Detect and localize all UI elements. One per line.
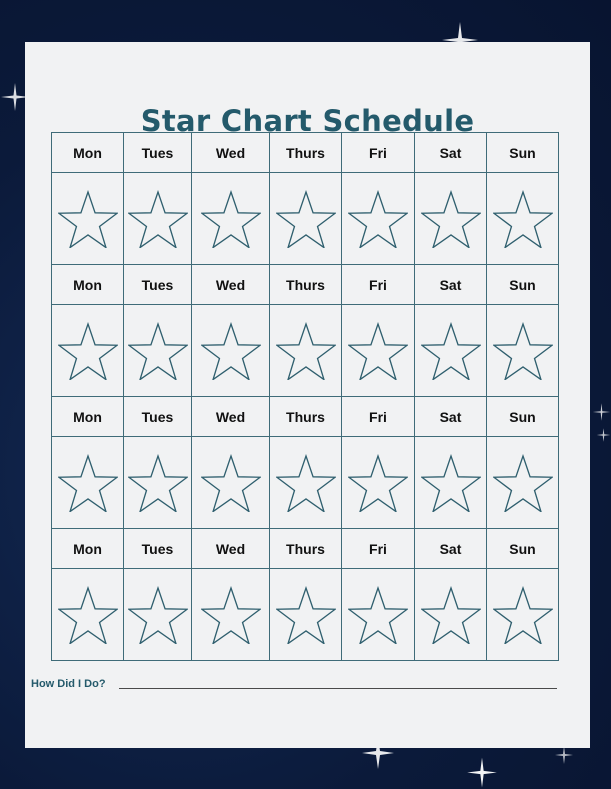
day-label: Mon [52, 397, 124, 437]
star-cell[interactable] [52, 437, 124, 529]
star-outline-icon [493, 322, 553, 380]
day-label: Sun [487, 133, 559, 173]
star-outline-icon [276, 454, 336, 512]
star-cell[interactable] [415, 173, 487, 265]
star-chart-grid [51, 132, 559, 661]
star-cell[interactable] [270, 437, 342, 529]
star-outline-icon [128, 322, 188, 380]
star-outline-icon [128, 586, 188, 644]
star-row [52, 173, 559, 265]
star-cell[interactable] [124, 437, 192, 529]
day-label: Sat [415, 133, 487, 173]
star-cell[interactable] [487, 173, 559, 265]
day-label: Tues [124, 133, 192, 173]
star-cell[interactable] [342, 173, 415, 265]
star-row [52, 305, 559, 397]
day-label: Fri [342, 265, 415, 305]
day-label: Sat [415, 265, 487, 305]
star-outline-icon [276, 190, 336, 248]
sparkle-icon [596, 425, 611, 445]
star-cell[interactable] [342, 305, 415, 397]
how-did-i-do-label: How Did I Do? [31, 678, 106, 690]
day-header-row [52, 397, 559, 437]
star-cell[interactable] [487, 305, 559, 397]
day-label: Mon [52, 265, 124, 305]
star-outline-icon [493, 190, 553, 248]
star-outline-icon [58, 454, 118, 512]
star-outline-icon [421, 454, 481, 512]
star-cell[interactable] [487, 437, 559, 529]
day-header-row [52, 133, 559, 173]
day-label: Tues [124, 529, 192, 569]
day-label: Sun [487, 265, 559, 305]
star-cell[interactable] [52, 305, 124, 397]
day-label: Tues [124, 397, 192, 437]
day-label: Sat [415, 397, 487, 437]
star-cell[interactable] [270, 305, 342, 397]
day-label: Fri [342, 397, 415, 437]
star-cell[interactable] [124, 569, 192, 661]
star-outline-icon [58, 586, 118, 644]
day-label: Thurs [270, 529, 342, 569]
star-cell[interactable] [270, 569, 342, 661]
star-outline-icon [201, 454, 261, 512]
star-cell[interactable] [415, 569, 487, 661]
star-cell[interactable] [192, 437, 270, 529]
star-outline-icon [348, 190, 408, 248]
sparkle-icon [462, 756, 502, 789]
day-label: Tues [124, 265, 192, 305]
star-cell[interactable] [415, 437, 487, 529]
star-outline-icon [348, 454, 408, 512]
star-cell[interactable] [192, 569, 270, 661]
star-cell[interactable] [270, 173, 342, 265]
star-cell[interactable] [124, 305, 192, 397]
day-label: Thurs [270, 133, 342, 173]
star-chart-body [52, 133, 559, 661]
day-header-row [52, 529, 559, 569]
star-outline-icon [348, 322, 408, 380]
star-outline-icon [58, 190, 118, 248]
day-label: Wed [192, 133, 270, 173]
star-cell[interactable] [415, 305, 487, 397]
star-outline-icon [201, 586, 261, 644]
sparkle-icon [592, 400, 611, 424]
star-outline-icon [421, 190, 481, 248]
star-cell[interactable] [342, 569, 415, 661]
star-cell[interactable] [192, 173, 270, 265]
star-outline-icon [348, 586, 408, 644]
star-outline-icon [128, 190, 188, 248]
day-label: Thurs [270, 265, 342, 305]
star-cell[interactable] [487, 569, 559, 661]
star-cell[interactable] [124, 173, 192, 265]
star-cell[interactable] [192, 305, 270, 397]
day-label: Wed [192, 397, 270, 437]
star-outline-icon [421, 322, 481, 380]
star-outline-icon [201, 190, 261, 248]
day-label: Mon [52, 529, 124, 569]
day-header-row [52, 265, 559, 305]
star-outline-icon [421, 586, 481, 644]
day-label: Wed [192, 265, 270, 305]
star-outline-icon [276, 586, 336, 644]
star-cell[interactable] [342, 437, 415, 529]
star-cell[interactable] [52, 173, 124, 265]
star-outline-icon [493, 454, 553, 512]
star-row [52, 437, 559, 529]
day-label: Sun [487, 397, 559, 437]
day-label: Sun [487, 529, 559, 569]
star-row [52, 569, 559, 661]
day-label: Sat [415, 529, 487, 569]
star-outline-icon [493, 586, 553, 644]
star-outline-icon [276, 322, 336, 380]
how-did-i-do-answer-line [119, 688, 557, 689]
day-label: Thurs [270, 397, 342, 437]
page-title: Star Chart Schedule [140, 104, 475, 138]
day-label: Fri [342, 133, 415, 173]
star-outline-icon [58, 322, 118, 380]
day-label: Wed [192, 529, 270, 569]
day-label: Fri [342, 529, 415, 569]
sparkle-icon [554, 745, 574, 765]
star-outline-icon [128, 454, 188, 512]
day-label: Mon [52, 133, 124, 173]
star-outline-icon [201, 322, 261, 380]
star-cell[interactable] [52, 569, 124, 661]
